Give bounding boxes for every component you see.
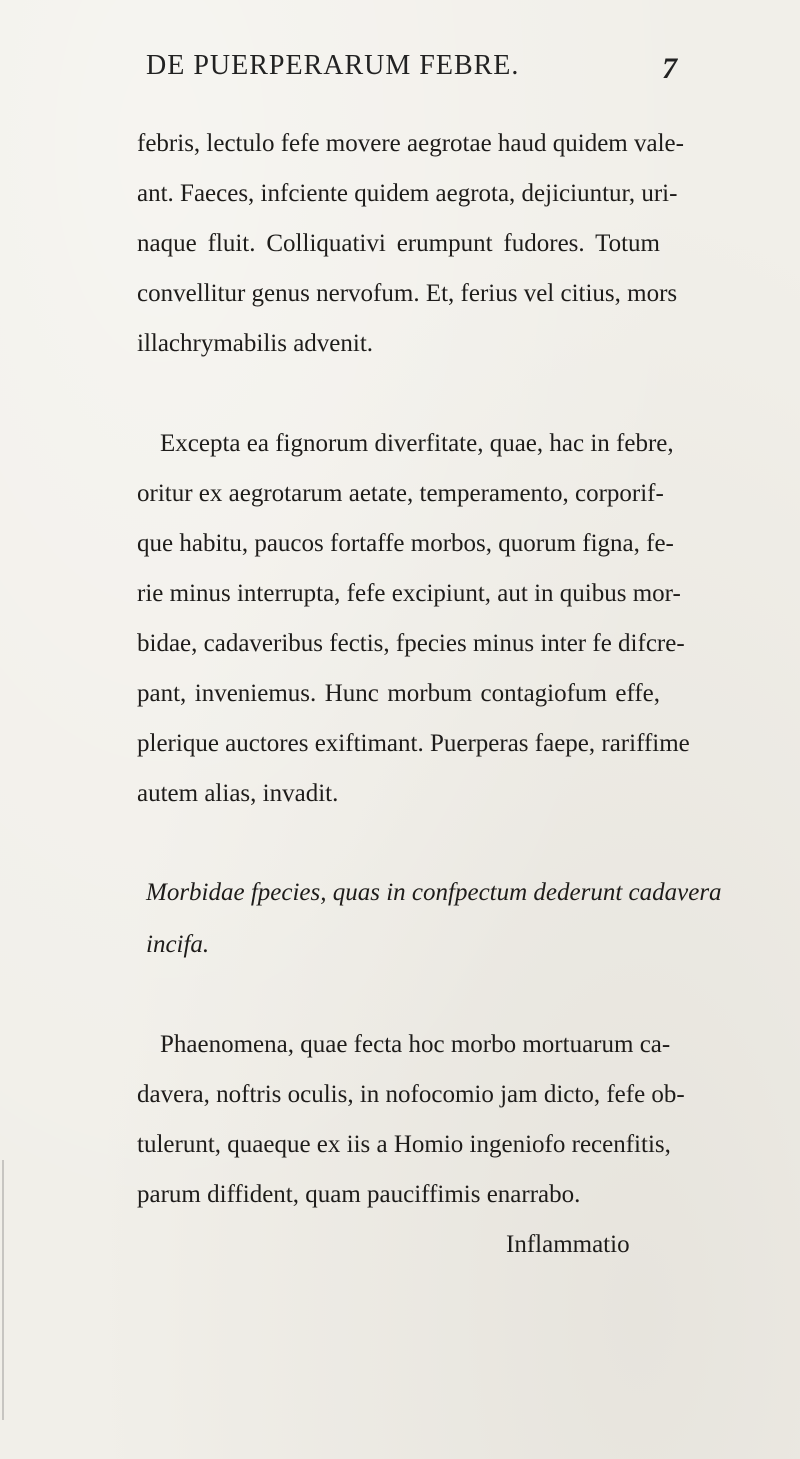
text-line: parum diffident, quam pauciffimis enarrabo. [137, 1181, 581, 1208]
text-line: autem alias, invadit. [137, 780, 339, 807]
text-line: bidae, cadaveribus fectis, fpecies minus inter fe difcre- [137, 630, 685, 657]
text-line: tulerunt, quaeque ex iis a Homio ingeniofo recenfitis, [137, 1131, 671, 1158]
text-line: convellitur genus nervofum. Et, ferius vel citius, mors [137, 280, 678, 307]
text-line: Excepta ea fignorum diverfitate, quae, hac in febre, [160, 430, 674, 457]
text-line: pant, inveniemus. Hunc morbum contagiofum effe, [137, 680, 660, 707]
text-line: Phaenomena, quae fecta hoc morbo mortuarum ca- [160, 1031, 671, 1058]
section-heading: incifa. [146, 931, 210, 958]
catchword: Inflammatio [506, 1231, 630, 1258]
text-line: davera, noftris oculis, in nofocomio jam dicto, fefe ob- [137, 1081, 685, 1108]
text-line: ant. Faeces, infciente quidem aegrota, dejiciuntur, uri- [137, 180, 678, 207]
text-line: rie minus interrupta, fefe excipiunt, aut in quibus mor- [137, 580, 681, 607]
page-edge-shadow [2, 1160, 4, 1420]
text-line: oritur ex aegrotarum aetate, temperamento, corporif- [137, 480, 664, 507]
running-head: DE PUERPERARUM FEBRE. [146, 50, 520, 81]
text-line: que habitu, paucos fortaffe morbos, quorum figna, fe- [137, 530, 674, 557]
text-line: illachrymabilis advenit. [137, 330, 374, 357]
page-number: 7 [662, 52, 677, 85]
text-line: naque fluit. Colliquativi erumpunt fudores. Totum [137, 230, 660, 257]
section-heading: Morbidae fpecies, quas in confpectum dederunt cadavera [146, 879, 722, 906]
text-line: plerique auctores exiftimant. Puerperas faepe, rariffime [137, 730, 690, 757]
text-line: febris, lectulo fefe movere aegrotae haud quidem vale- [137, 130, 684, 157]
